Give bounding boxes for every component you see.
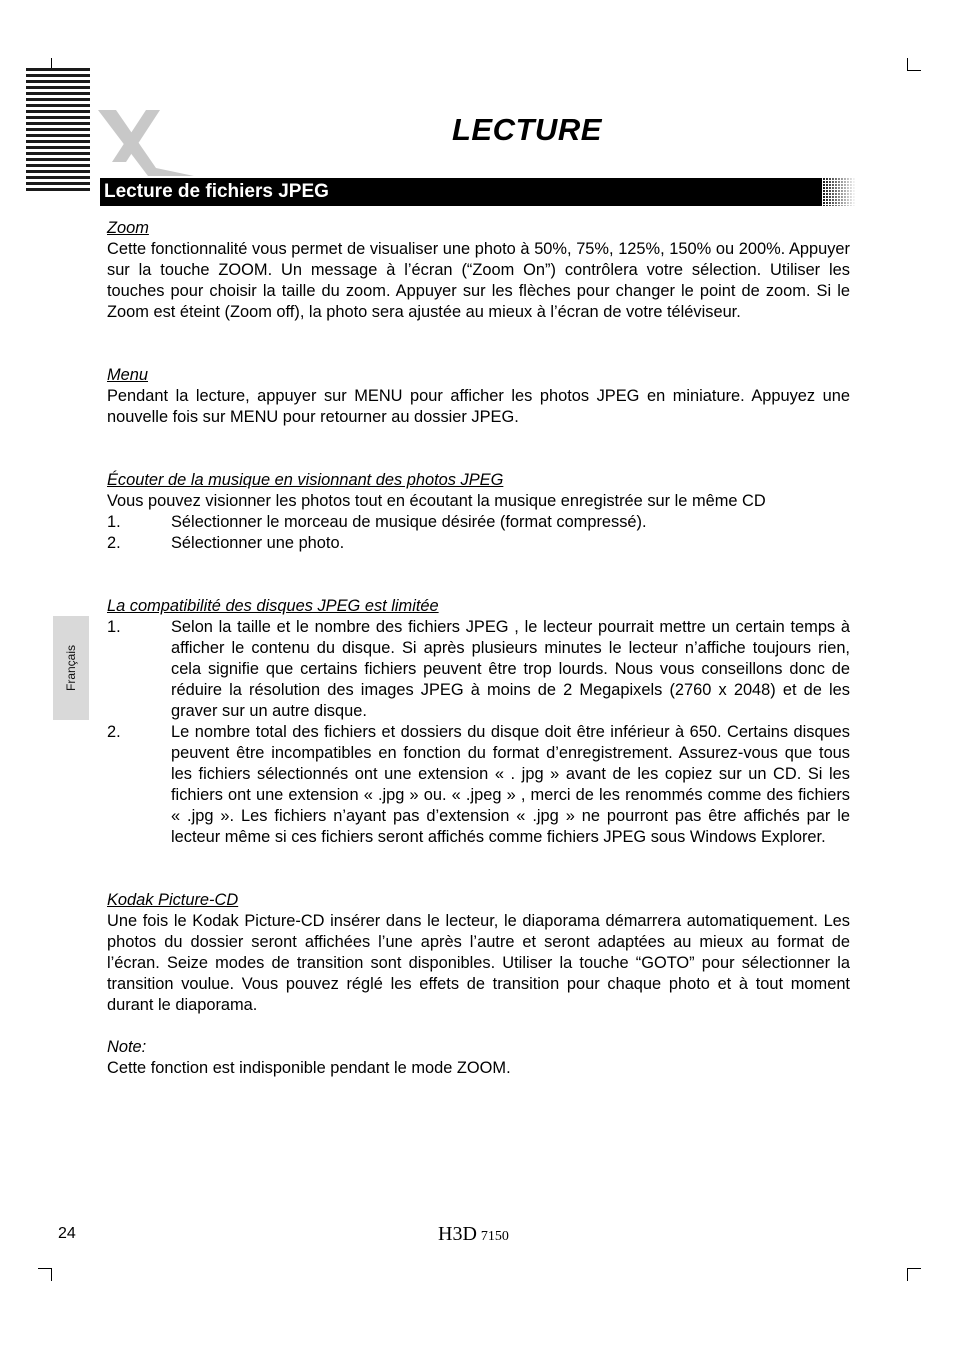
page-number: 24	[58, 1225, 76, 1242]
crop-mark	[907, 70, 921, 71]
zoom-paragraph: Cette fonctionnalité vous permet de visualiser une photo à 50%, 75%, 125%, 150% ou 200%. Appuyer sur la touche ZOOM. Un message à l’écran (“Zoom On”) contrôlera votre sélection. Utiliser les touches pour choisir la taille du zoom. Appuyer sur les flèches pour changer le point de zoom. Si le Zoom est éteint (Zoom off), la photo sera ajustée au mieux à l’écran de votre téléviseur.	[107, 240, 850, 321]
list-text: Le nombre total des fichiers et dossiers du disque doit être inférieur à 650. Certains disques peuvent être incompatibles en fonction du format d’enregistrement. Assurez-vous que tous les fichiers sélectionnés ont une extension « . jpg » avant de les copiez sur un CD. Si les fichiers ont une extension « .jpg » ou. « .jpeg » , merci de les renommés comme des fichiers « .jpg ». Les fichiers n’ayant pas d’extension « .jpg » ne pourront pas être affichés par le lecteur même si ces fichiers seront affichés comme fichiers JPEG sous Windows Explorer.	[171, 723, 850, 846]
document-body	[107, 218, 850, 1079]
music-heading: Écouter de la musique en visionnant des photos JPEG	[107, 471, 504, 489]
crop-mark	[907, 1268, 921, 1269]
list-item	[107, 512, 850, 533]
model-prefix: H3D	[438, 1223, 477, 1245]
dot-pattern-decoration	[820, 178, 856, 206]
list-text: Sélectionner une photo.	[171, 534, 345, 552]
zoom-heading: Zoom	[107, 219, 149, 237]
page-title: LECTURE	[452, 112, 602, 147]
crop-mark	[51, 1268, 52, 1281]
crop-mark	[38, 1268, 52, 1269]
menu-paragraph: Pendant la lecture, appuyer sur MENU pour afficher les photos JPEG en miniature. Appuyez une nouvelle fois sur MENU pour retourner au dossier JPEG.	[107, 387, 850, 426]
language-tab	[53, 616, 89, 720]
music-intro: Vous pouvez visionner les photos tout en écoutant la musique enregistrée sur le même CD	[107, 492, 766, 510]
stripe-decoration	[26, 68, 90, 198]
list-item	[107, 617, 850, 722]
list-text: Sélectionner le morceau de musique désirée (format compressé).	[171, 513, 647, 531]
note-heading: Note:	[107, 1038, 147, 1056]
list-number: 2.	[107, 534, 121, 552]
list-number: 2.	[107, 723, 121, 741]
language-label: Français	[64, 644, 78, 692]
section-title: Lecture de fichiers JPEG	[104, 181, 329, 202]
brand-x-logo	[96, 108, 196, 178]
note-paragraph: Cette fonction est indisponible pendant le mode ZOOM.	[107, 1059, 511, 1077]
kodak-heading: Kodak Picture-CD	[107, 891, 239, 909]
section-header-bar	[100, 178, 822, 206]
list-item	[107, 533, 850, 554]
menu-heading: Menu	[107, 366, 149, 384]
list-number: 1.	[107, 618, 121, 636]
model-name	[438, 1223, 509, 1246]
kodak-paragraph: Une fois le Kodak Picture-CD insérer dans le lecteur, le diaporama démarrera automatiquement. Les photos du dossier seront affichées l’une après l’autre et seront adaptées au mieux au format de l’écran. Seize modes de transition sont disponibles. Utiliser la touche “GOTO” pour sélectionner la transition voulue. Vous pouvez réglé les effets de transition pour chaque photo et à tout moment durant le diaporama.	[107, 912, 850, 1014]
crop-mark	[907, 1268, 908, 1281]
list-item	[107, 722, 850, 848]
compat-heading: La compatibilité des disques JPEG est limitée	[107, 597, 439, 615]
model-number: 7150	[480, 1229, 509, 1244]
list-text: Selon la taille et le nombre des fichiers JPEG , le lecteur pourrait mettre un certain temps à afficher le contenu du disque. Si après plusieurs minutes le lecteur n’affiche toujours rien, cela signifie que certains fichiers peuvent être trop lourds. Nous vous conseillons donc de réduire la résolution des images JPEG à moins de 2 Megapixels (2760 x 2048) et de les graver sur un autre disque.	[171, 618, 850, 720]
list-number: 1.	[107, 513, 121, 531]
